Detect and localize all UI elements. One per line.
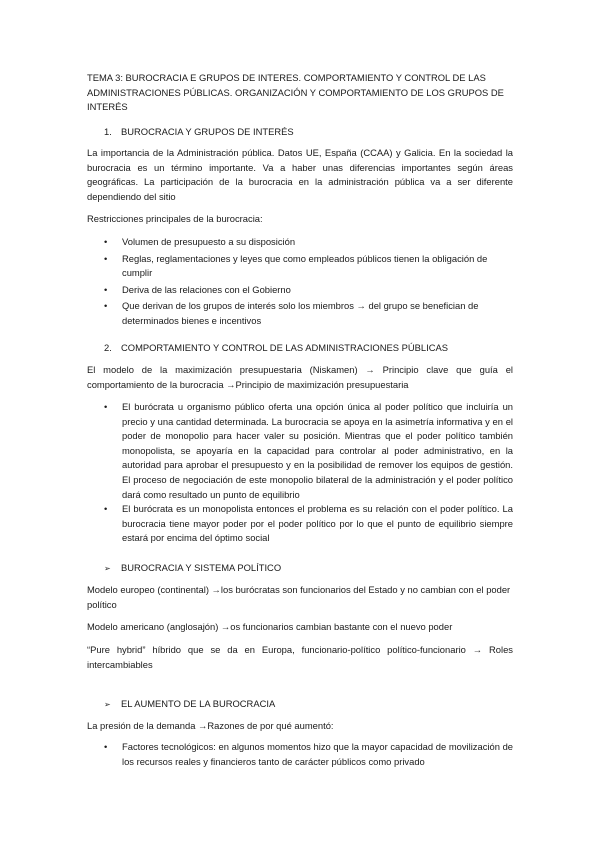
american-model-paragraph: Modelo americano (anglosajón) →os funcionarios cambian bastante con el nuevo poder — [87, 621, 453, 632]
list-item: • Deriva de las relaciones con el Gobierno — [87, 283, 513, 298]
european-model-paragraph: Modelo europeo (continental) →los burócratas son funcionarios del Estado y no cambian con el poder político — [87, 584, 511, 610]
list-item: • El burócrata u organismo público oferta una opción única al poder político que incluiría un precio y una cantidad determinada. La burocracia se apoya en la asimetría informativa y en el poder de monopolio para hacer valer su posición. Mientras que el poder político también monopolista, se apoyaría en la capacidad para controlar al poder administrativo, en la autoridad para aprobar el presupuesto y en la posibilidad de remover los equipos de gestión. El proceso de negociación de este monopolio bilateral de la administración y el poder político dará como resultado un punto de equilibrio — [104, 401, 513, 500]
pure-hybrid-paragraph: “Pure hybrid” híbrido que se da en Europa, funcionario-político político-funcionario → Roles intercambiables — [87, 644, 513, 670]
list-item: • Factores tecnológicos: en algunos momentos hizo que la mayor capacidad de movilización de los recursos reales y financieros tanto de carácter públicos como privado — [104, 741, 513, 767]
bullet-icon: • — [104, 741, 108, 752]
section-2-paragraph: El modelo de la maximización presupuestaria (Niskamen) → Principio clave que guía el comportamiento de la burocracia →Principio de maximización presupuestaria — [87, 364, 513, 390]
budget-model-list — [87, 400, 513, 546]
restrictions-list — [87, 235, 513, 329]
list-item: • El burócrata es un monopolista entonces el problema es su relación con el poder político. La burocracia tiene mayor poder por el poder político por lo que el punto de equilibrio siempre estará por encima del óptimo social — [104, 503, 513, 544]
section-4-title: EL AUMENTO DE LA BUROCRACIA — [121, 698, 276, 709]
demand-pressure-paragraph: La presión de la demanda →Razones de por qué aumentó: — [87, 720, 334, 731]
section-1-number: 1. — [104, 126, 112, 137]
bullet-icon: • — [104, 236, 108, 247]
section-3-heading — [104, 561, 513, 577]
bullet-icon: • — [104, 300, 108, 312]
section-1-paragraph: La importancia de la Administración pública. Datos UE, España (CCAA) y Galicia. En la sociedad la burocracia es un término importante. Va a haber unas diferencias importantes según áreas geográficas. La participación de la burocracia en la administración pública va a ser diferente dependiendo del sitio — [87, 147, 513, 202]
section-2-number: 2. — [104, 342, 112, 353]
section-4-heading — [104, 697, 513, 713]
bullet-icon: • — [104, 503, 108, 515]
section-2-title: COMPORTAMIENTO Y CONTROL DE LAS ADMINISTRACIONES PÚBLICAS — [121, 342, 448, 353]
section-3-title: BUROCRACIA Y SISTEMA POLÍTICO — [121, 562, 282, 573]
growth-factors-list — [87, 740, 513, 769]
bullet-icon: • — [104, 252, 108, 264]
arrow-bullet-icon: ➢ — [104, 700, 111, 709]
section-1-restrictions-intro: Restricciones principales de la burocracia: — [87, 213, 263, 224]
bullet-icon: • — [104, 283, 108, 295]
document-title: TEMA 3: BUROCRACIA E GRUPOS DE INTERES. COMPORTAMIENTO Y CONTROL DE LAS ADMINISTRACIONES PÚBLICAS. ORGANIZACIÓN Y COMPORTAMIENTO DE LOS GRUPOS DE INTERÉS — [87, 72, 504, 113]
section-2-heading — [104, 341, 513, 356]
list-item: • Reglas, reglamentaciones y leyes que como empleados públicos tienen la obligación de cumplir — [104, 252, 488, 279]
section-1-title: BUROCRACIA Y GRUPOS DE INTERÉS — [121, 126, 294, 137]
section-1-heading — [104, 125, 513, 140]
list-item: • Volumen de presupuesto a su disposición — [87, 235, 513, 250]
arrow-bullet-icon: ➢ — [104, 564, 111, 573]
list-item: • Que derivan de los grupos de interés solo los miembros → del grupo se benefician de determinados bienes e incentivos — [104, 300, 479, 326]
bullet-icon: • — [104, 401, 108, 412]
